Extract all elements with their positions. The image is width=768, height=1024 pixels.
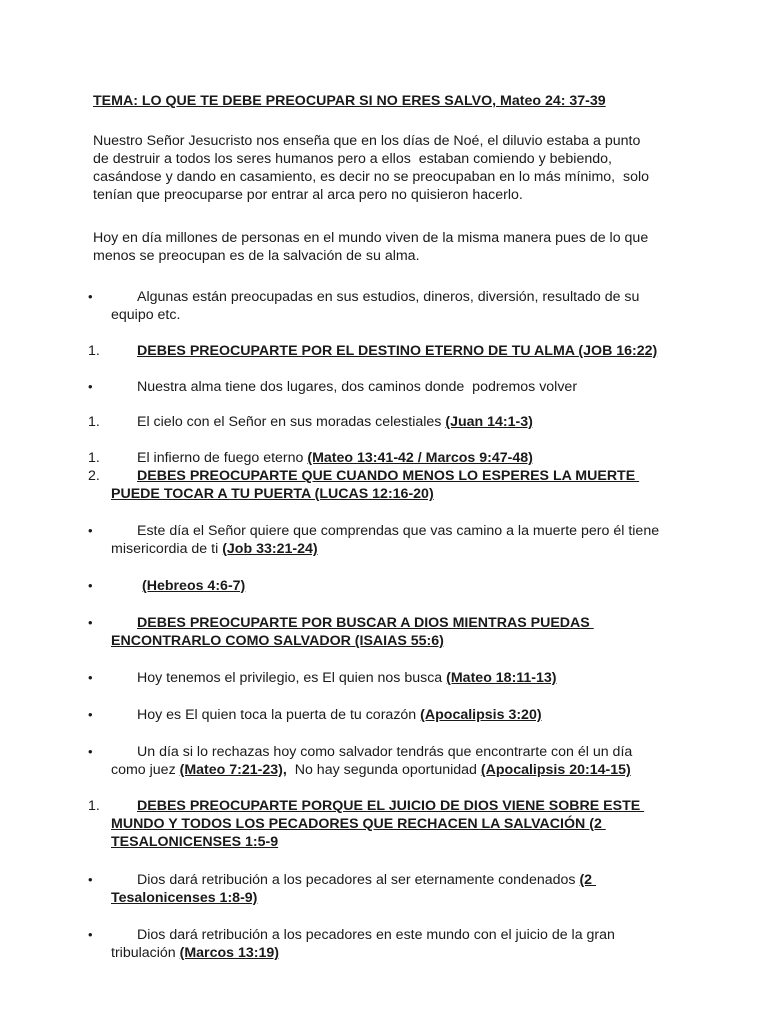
bullet-marker: • [88,927,93,942]
list-item: El cielo con el Señor en sus moradas celestiales (Juan 14:1-3) [137,414,533,430]
section-heading: DEBES PREOCUPARTE PORQUE EL JUICIO DE DIOS VIENE SOBRE ESTE [137,798,645,814]
bullet-marker: • [88,379,93,394]
scripture-reference: (Apocalipsis 20:14-15) [480,762,631,778]
list-number: 2. [88,468,100,484]
scripture-reference: (Juan 14:1-3) [445,414,533,430]
list-number: 1. [88,343,100,359]
paragraph-line: menos se preocupan es de la salvación de su alma. [93,248,420,264]
list-item: Un día si lo rechazas hoy como salvador tendrás que encontrarte con él un día [137,744,633,760]
list-item-continuation: como juez (Mateo 7:21-23), No hay segunda oportunidad (Apocalipsis 20:14-15) [111,762,631,778]
bullet-marker: • [88,744,93,759]
bullet-marker: • [88,670,93,685]
list-item [111,577,245,595]
bullet-marker: • [88,615,93,630]
scripture-reference: (Job 33:21-24) [222,541,318,557]
scripture-reference: (Mateo 18:11-13) [446,670,557,686]
section-heading: DEBES PREOCUPARTE POR EL DESTINO ETERNO DE TU ALMA (JOB 16:22) [137,343,658,359]
list-number: 1. [88,450,100,466]
list-item: Hoy es El quien toca la puerta de tu corazón (Apocalipsis 3:20) [137,707,542,723]
intro-line: tenían que preocuparse por entrar al arca pero no quisieron hacerlo. [93,187,523,203]
list-item-continuation: misericordia de ti (Job 33:21-24) [111,541,318,557]
section-heading: DEBES PREOCUPARTE POR BUSCAR A DIOS MIENTRAS PUEDAS [137,615,594,631]
list-item: El infierno de fuego eterno (Mateo 13:41-42 / Marcos 9:47-48) [137,450,533,466]
section-heading-continuation: PUEDE TOCAR A TU PUERTA (LUCAS 12:16-20) [111,486,434,502]
section-heading-continuation: MUNDO Y TODOS LOS PECADORES QUE RECHACEN LA SALVACIÓN (2 [111,816,606,832]
list-number: 1. [88,798,100,814]
section-heading: DEBES PREOCUPARTE QUE CUANDO MENOS LO ESPERES LA MUERTE [137,468,640,484]
bullet-marker: • [88,523,93,538]
intro-line: de destruir a todos los seres humanos pero a ellos estaban comiendo y bebiendo, [93,151,612,167]
intro-line: casándose y dando en casamiento, es decir no se preocupaban en lo más mínimo, solo [93,169,650,185]
scripture-reference: (Hebreos 4:6-7) [142,578,246,594]
bullet-marker: • [88,578,93,593]
list-item: Nuestra alma tiene dos lugares, dos caminos donde podremos volver [137,379,578,395]
bullet-marker: • [88,289,93,304]
list-item: Este día el Señor quiere que comprendas que vas camino a la muerte pero él tiene [137,523,660,539]
list-item: Algunas están preocupadas en sus estudios, dineros, diversión, resultado de su [137,289,640,305]
list-item-continuation: tribulación (Marcos 13:19) [111,945,279,961]
list-item: Dios dará retribución a los pecadores al ser eternamente condenados (2 [137,872,597,888]
scripture-reference: (Mateo 13:41-42 / Marcos 9:47-48) [307,450,533,466]
scripture-reference: (Marcos 13:19) [179,945,279,961]
document-title: TEMA: LO QUE TE DEBE PREOCUPAR SI NO ERES SALVO, Mateo 24: 37-39 [93,93,606,109]
bullet-marker: • [88,872,93,887]
list-item: Dios dará retribución a los pecadores en este mundo con el juicio de la gran [137,927,615,943]
paragraph-line: Hoy en día millones de personas en el mundo viven de la misma manera pues de lo que [93,230,649,246]
intro-line: Nuestro Señor Jesucristo nos enseña que en los días de Noé, el diluvio estaba a punto [93,133,641,149]
scripture-reference: (Mateo 7:21-23), [179,762,287,778]
section-heading-continuation: TESALONICENSES 1:5-9 [111,834,279,850]
scripture-reference: Tesalonicenses 1:8-9) [111,890,258,906]
scripture-reference: (2 [579,872,597,888]
list-item: Hoy tenemos el privilegio, es El quien nos busca (Mateo 18:11-13) [137,670,557,686]
scripture-reference: (Apocalipsis 3:20) [420,707,542,723]
list-item-continuation: equipo etc. [111,307,181,323]
section-heading-continuation: ENCONTRARLO COMO SALVADOR (ISAIAS 55:6) [111,633,444,649]
bullet-marker: • [88,707,93,722]
list-number: 1. [88,414,100,430]
